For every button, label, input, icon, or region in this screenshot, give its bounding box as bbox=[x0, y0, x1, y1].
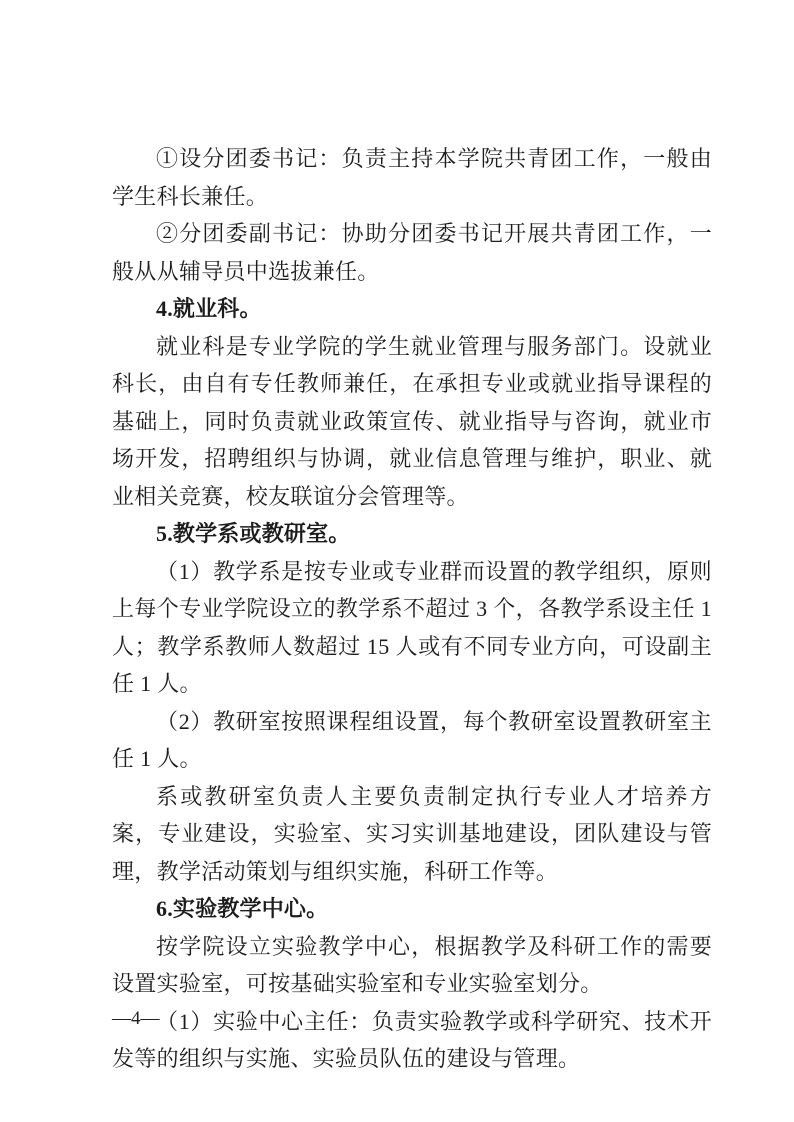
paragraph-teaching-dept-duties: 系或教研室负责人主要负责制定执行专业人才培养方案，专业建设，实验室、实习实训基地建设，团队建设与管理，教学活动策划与组织实施，科研工作等。 bbox=[112, 783, 712, 884]
paragraph-employment-body: 就业科是专业学院的学生就业管理与服务部门。设就业科长，由自有专任教师兼任，在承担专业或就业指导课程的基础上，同时负责就业政策宣传、就业指导与咨询，就业市场开发，招聘组织与协调，就业信息管理与维护，职业、就业相关竞赛，校友联谊分会管理等。 bbox=[112, 333, 712, 509]
section-heading-lab-center: 6.实验教学中心。 bbox=[156, 896, 329, 921]
paragraph-teaching-dept-1: （1）教学系是按专业或专业群而设置的教学组织，原则上每个专业学院设立的教学系不超过 3 个，各教学系设主任 1 人；教学系教师人数超过 15 人或有不同专业方向，可设副主任 1 人。 bbox=[112, 558, 712, 696]
paragraph-item-1: ①设分团委书记：负责主持本学院共青团工作，一般由学生科长兼任。 bbox=[112, 146, 712, 209]
paragraph-item-2: ②分团委副书记：协助分团委书记开展共青团工作，一般从从辅导员中选拔兼任。 bbox=[112, 221, 712, 284]
paragraph-teaching-dept-2: （2）教研室按照课程组设置，每个教研室设置教研室主任 1 人。 bbox=[112, 708, 712, 771]
section-heading-teaching-dept: 5.教学系或教研室。 bbox=[156, 521, 351, 546]
footer-page-number: —4— bbox=[112, 1008, 160, 1029]
paragraph-lab-center-2: （1）实验中心主任：负责实验教学或科学研究、技术开发等的组织与实施、实验员队伍的建设与管理。 bbox=[112, 1008, 712, 1071]
paragraph-lab-center-1: 按学院设立实验教学中心，根据教学及科研工作的需要设置实验室，可按基础实验室和专业实验室划分。 bbox=[112, 933, 712, 996]
section-heading-employment: 4.就业科。 bbox=[156, 296, 262, 321]
document-body bbox=[112, 140, 712, 1078]
